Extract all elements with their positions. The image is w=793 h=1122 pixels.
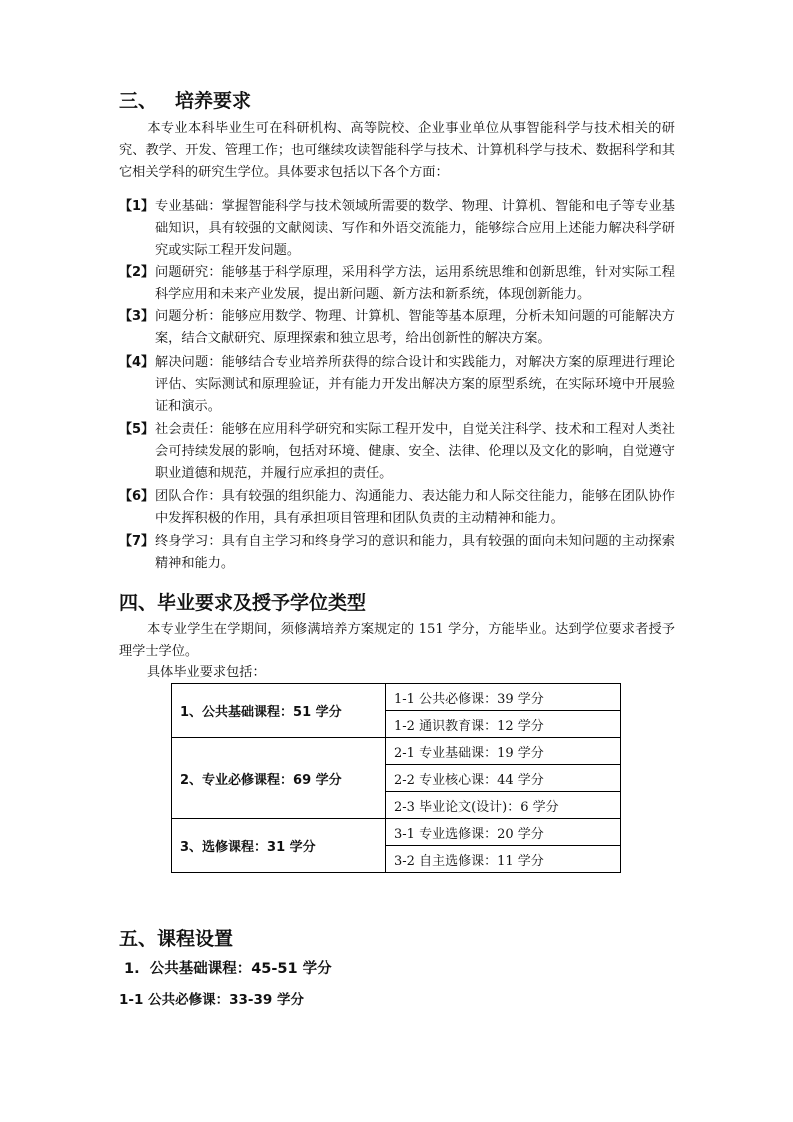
requirement-tag: 【7】 (119, 534, 155, 549)
group-cell: 2、专业必修课程：69 学分 (172, 738, 386, 819)
requirement-item (119, 486, 675, 530)
item-cell: 1-2 通识教育课：12 学分 (386, 711, 621, 738)
section-3-intro-text: 本专业本科毕业生可在科研机构、高等院校、企业事业单位从事智能科学与技术相关的研究、教学、开发、管理工作；也可继续攻读智能科学与技术、计算机科学与技术、数据科学和其它相关学科的研究生学位。具体要求包括以下各个方面： (119, 121, 675, 180)
section-5-heading: 五、课程设置 (119, 928, 234, 950)
requirement-item (119, 196, 675, 262)
section-4-intro-text: 本专业学生在学期间，须修满培养方案规定的 151 学分，方能毕业。达到学位要求者授予理学士学位。 (119, 622, 675, 659)
item-cell: 3-2 自主选修课：11 学分 (386, 846, 621, 873)
sub-subsection-heading: 1-1 公共必修课：33-39 学分 (119, 992, 304, 1008)
section-4-heading: 四、毕业要求及授予学位类型 (119, 592, 367, 614)
requirement-tag: 【1】 (119, 199, 155, 214)
table-caption (119, 662, 675, 684)
subsection-heading: 1. 公共基础课程：45-51 学分 (124, 961, 332, 977)
requirement-text: 问题分析：能够应用数学、物理、计算机、智能等基本原理，分析未知问题的可能解决方案，结合文献研究、原理探索和独立思考，给出创新性的解决方案。 (155, 309, 675, 346)
requirement-text: 专业基础：掌握智能科学与技术领域所需要的数学、物理、计算机、智能和电子等专业基础知识，具有较强的文献阅读、写作和外语交流能力，能够综合应用上述能力解决科学研究或实际工程开发问题。 (155, 199, 675, 258)
graduation-credits-table (171, 683, 621, 873)
item-cell: 2-3 毕业论文(设计)：6 学分 (386, 792, 621, 819)
requirement-item (119, 262, 675, 306)
requirement-item (119, 419, 675, 485)
requirement-tag: 【5】 (119, 422, 155, 437)
section-4-intro (119, 619, 675, 663)
requirement-item (119, 306, 675, 350)
section-3-title: 培养要求 (175, 90, 252, 112)
requirement-tag: 【2】 (119, 265, 155, 280)
requirement-text: 问题研究：能够基于科学原理，采用科学方法，运用系统思维和创新思维，针对实际工程科学应用和未来产业发展，提出新问题、新方法和新系统，体现创新能力。 (155, 265, 675, 302)
requirement-text: 团队合作：具有较强的组织能力、沟通能力、表达能力和人际交往能力，能够在团队协作中发挥积极的作用，具有承担项目管理和团队负责的主动精神和能力。 (155, 489, 675, 526)
item-cell: 1-1 公共必修课：39 学分 (386, 684, 621, 711)
requirement-item (119, 352, 675, 418)
requirement-text: 终身学习：具有自主学习和终身学习的意识和能力，具有较强的面向未知问题的主动探索精神和能力。 (155, 534, 675, 571)
requirement-tag: 【4】 (119, 355, 155, 370)
item-cell: 3-1 专业选修课：20 学分 (386, 819, 621, 846)
table-row (172, 684, 621, 711)
requirement-item (119, 531, 675, 575)
group-cell: 1、公共基础课程：51 学分 (172, 684, 386, 738)
requirement-tag: 【3】 (119, 309, 155, 324)
section-3-heading (119, 86, 251, 113)
table-row (172, 738, 621, 765)
item-cell: 2-2 专业核心课：44 学分 (386, 765, 621, 792)
section-3-intro (119, 118, 675, 184)
table-row (172, 819, 621, 846)
table-caption-text: 具体毕业要求包括： (147, 665, 266, 680)
section-3-number: 三、 (119, 90, 158, 112)
requirement-text: 社会责任：能够在应用科学研究和实际工程开发中，自觉关注科学、技术和工程对人类社会可持续发展的影响，包括对环境、健康、安全、法律、伦理以及文化的影响，自觉遵守职业道德和规范，并履行应承担的责任。 (155, 422, 675, 481)
requirement-tag: 【6】 (119, 489, 155, 504)
item-cell: 2-1 专业基础课：19 学分 (386, 738, 621, 765)
requirement-text: 解决问题：能够结合专业培养所获得的综合设计和实践能力，对解决方案的原理进行理论评估、实际测试和原理验证，并有能力开发出解决方案的原型系统，在实际环境中开展验证和演示。 (155, 355, 675, 414)
group-cell: 3、选修课程：31 学分 (172, 819, 386, 873)
